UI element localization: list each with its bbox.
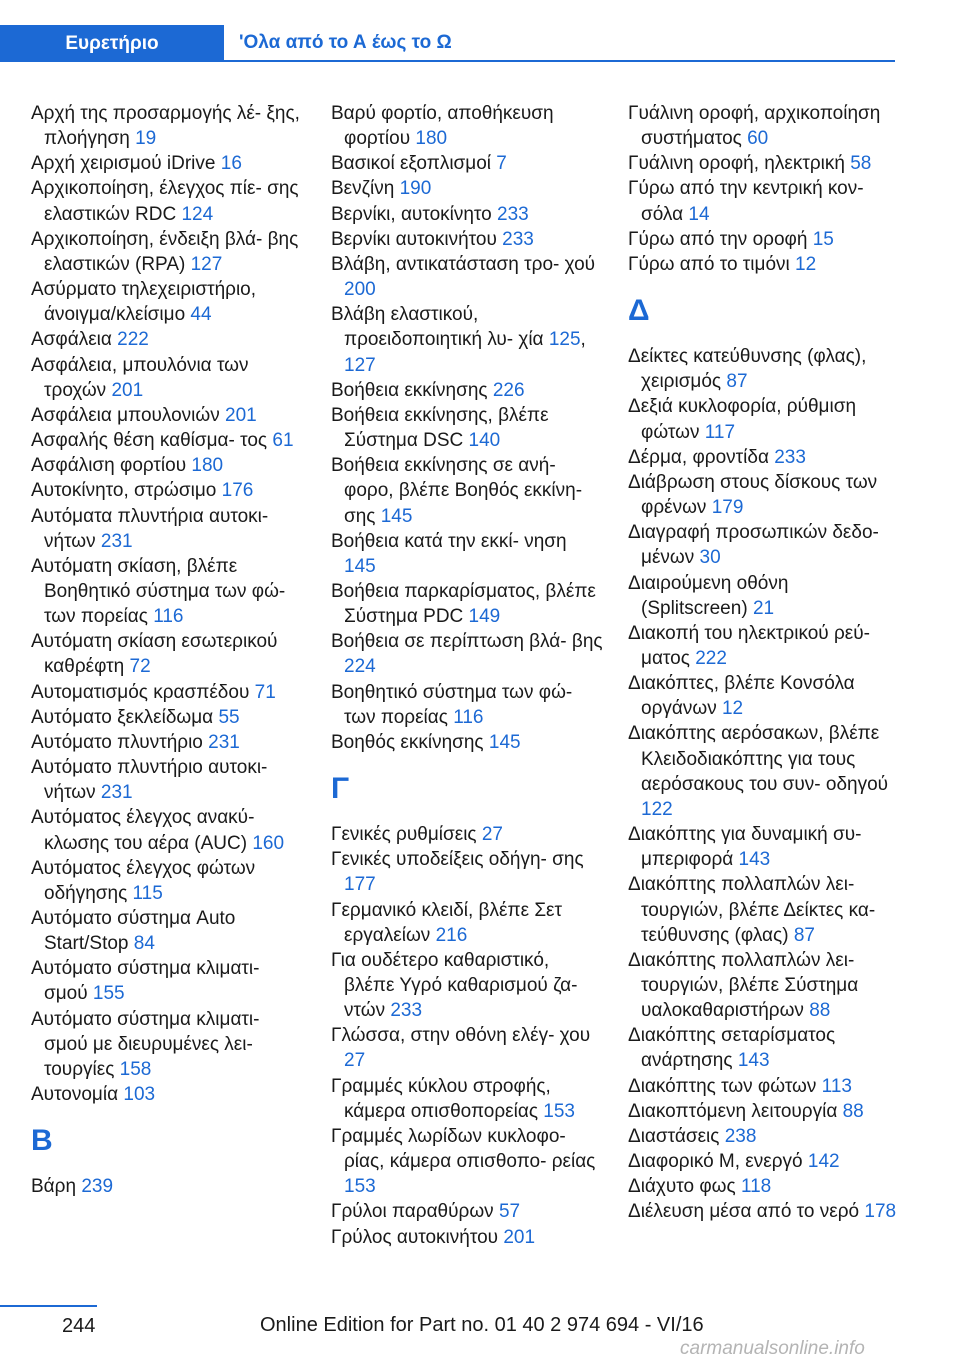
entry-term: Ασφάλεια μπουλονιών	[31, 404, 220, 426]
index-entry	[628, 1149, 900, 1174]
index-entry	[331, 1124, 603, 1199]
index-entry	[31, 403, 303, 428]
entry-term: Γύρω από την οροφή	[628, 228, 808, 250]
page-link[interactable]: 180	[191, 455, 224, 477]
page-link[interactable]: 7	[496, 153, 507, 175]
page-link[interactable]: 60	[747, 128, 769, 150]
entry-term: Αυτόματος έλεγχος ανακύ‐ κλωσης του αέρα (AUC)	[31, 807, 255, 854]
entry-term: Αρχή της προσαρμογής λέ‐ ξης, πλοήγηση	[31, 103, 300, 150]
index-entry	[628, 227, 900, 252]
entry-term: Διακόπτες, βλέπε Κονσόλα οργάνων	[628, 673, 855, 720]
page-link[interactable]: 145	[488, 731, 521, 753]
index-entry	[628, 571, 900, 621]
index-entry	[331, 176, 603, 201]
entry-term: Βασικοί εξοπλισμοί	[331, 153, 491, 175]
entry-term: Γενικές υποδείξεις οδήγη‐ σης	[331, 849, 584, 871]
entry-term: Διακοπτόμενη λειτουργία	[628, 1100, 838, 1122]
entry-term: Βοήθεια κατά την εκκί‐ νηση	[331, 530, 567, 552]
entry-term: Γρύλος αυτοκινήτου	[331, 1226, 499, 1248]
index-entry	[31, 1174, 303, 1199]
entry-term: Ασφαλής θέση καθίσμα‐ τος	[31, 430, 268, 452]
entry-term: Ασφάλεια	[31, 329, 112, 351]
entry-term: Βοηθητικό σύστημα των φώ‐ των πορείας	[331, 681, 573, 728]
page-link[interactable]: 103	[123, 1084, 156, 1106]
entry-term: Γύρω από την κεντρική κον‐ σόλα	[628, 178, 864, 225]
index-entry	[628, 252, 900, 277]
tab-index[interactable]: Ευρετήριο	[0, 25, 224, 62]
page-link[interactable]: 222	[695, 647, 727, 669]
page-link[interactable]: 30	[699, 547, 721, 569]
index-entry	[331, 1074, 603, 1124]
index-entry	[31, 856, 303, 906]
index-entry	[628, 948, 900, 1023]
index-entry	[628, 445, 900, 470]
entry-term: Αρχή χειρισμού iDrive	[31, 153, 216, 175]
index-entry	[31, 504, 303, 554]
page-link[interactable]: 190	[399, 178, 432, 200]
index-entry	[628, 520, 900, 570]
entry-term: Διαφορικό M, ενεργό	[628, 1151, 803, 1173]
page-link[interactable]: 127	[190, 253, 223, 275]
index-entry	[331, 252, 603, 302]
page-link[interactable]: 44	[190, 304, 212, 326]
entry-term: Βλάβη, αντικατάσταση τρο‐ χού	[331, 253, 596, 275]
entry-term: Διακόπτης για δυναμική συ‐ μπεριφορά	[628, 824, 862, 871]
index-entry	[628, 1023, 900, 1073]
index-entry	[31, 705, 303, 730]
section-letter: Δ	[628, 294, 650, 328]
entry-term: Αυτόματο σύστημα κλιματι‐ σμού	[31, 958, 260, 1005]
index-entry	[331, 378, 603, 403]
page-link[interactable]: 233	[497, 203, 529, 225]
entry-term: Βαρύ φορτίο, αποθήκευση φορτίου	[331, 103, 554, 150]
entry-term: Βοήθεια εκκίνησης, βλέπε Σύστημα DSC	[331, 404, 549, 452]
entry-term: Αυτόματα πλυντήρια αυτοκι‐ νήτων	[31, 505, 269, 552]
entry-term: Βενζίνη	[331, 178, 395, 200]
page-link[interactable]: 14	[688, 203, 710, 225]
index-entry	[31, 629, 303, 679]
entry-term: Διακόπτης των φώτων	[628, 1075, 817, 1097]
page-link[interactable]: 180	[415, 128, 448, 150]
index-entry	[31, 227, 303, 277]
page-link[interactable]: 176	[221, 480, 254, 502]
page-link[interactable]: 149	[468, 606, 501, 628]
page-number: 244	[62, 1315, 96, 1337]
entry-term: Αυτόματο σύστημα κλιματι‐ σμού με διευρυμένες λει‐ τουργίες	[31, 1008, 260, 1080]
page-link[interactable]: 153	[543, 1100, 575, 1122]
page-link[interactable]: 127	[344, 354, 376, 376]
page-link[interactable]: 231	[100, 530, 133, 552]
index-entry	[331, 1023, 603, 1073]
entry-term: Αυτόματο πλυντήριο αυτοκι‐ νήτων	[31, 757, 268, 804]
entry-term: Διακοπή του ηλεκτρικού ρεύ‐ ματος	[628, 622, 870, 669]
page-link[interactable]: 201	[225, 404, 257, 426]
page-link[interactable]: 57	[498, 1201, 521, 1223]
page-link[interactable]: 140	[468, 430, 501, 452]
entry-term: Για ουδέτερο καθαριστικό, βλέπε Υγρό καθαρισμού ζα‐ ντών	[331, 949, 578, 1022]
index-entry	[628, 344, 900, 394]
page-link[interactable]: 88	[809, 1000, 831, 1022]
index-entry	[331, 403, 603, 453]
entry-term: Διάχυτο φως	[628, 1176, 736, 1198]
index-entry	[31, 277, 303, 327]
entry-term: Αυτόματη σκίαση εσωτερικού καθρέφτη	[31, 631, 278, 678]
entry-term: Ασφάλιση φορτίου	[31, 455, 187, 477]
page-link[interactable]: 16	[220, 153, 242, 175]
index-entry	[628, 151, 900, 176]
page-link[interactable]: 27	[481, 824, 503, 846]
entry-term: Γρύλοι παραθύρων	[331, 1201, 494, 1223]
page-link[interactable]: 179	[711, 497, 744, 519]
entry-term: Δέρμα, φροντίδα	[628, 446, 769, 468]
page-link[interactable]: 61	[272, 430, 294, 452]
page-link[interactable]: 201	[503, 1226, 536, 1248]
entry-term: Διακόπτης πολλαπλών λει‐ τουργιών, βλέπε Σύστημα υαλοκαθαριστήρων	[628, 949, 859, 1022]
page-link[interactable]: 233	[502, 228, 534, 250]
index-entry	[628, 721, 900, 822]
index-entry	[31, 755, 303, 805]
page-link[interactable]: 233	[774, 446, 806, 468]
page-link[interactable]: 158	[119, 1058, 152, 1080]
index-entry	[331, 453, 603, 528]
page-link[interactable]: 143	[738, 849, 771, 871]
page-link[interactable]: 153	[344, 1176, 376, 1198]
index-entry	[628, 671, 900, 721]
page-link[interactable]: 201	[111, 379, 144, 401]
entry-term: Βερνίκι αυτοκινήτου	[331, 228, 497, 250]
index-entry	[331, 529, 603, 579]
index-entry	[628, 101, 900, 151]
index-entry	[331, 847, 603, 897]
tab-a-to-z[interactable]: 'Ολα από το Α έως το Ω	[239, 31, 452, 53]
entry-term: Διαστάσεις	[628, 1125, 720, 1147]
index-entry	[31, 956, 303, 1006]
index-entry	[31, 1082, 303, 1107]
index-column-1	[31, 101, 303, 1199]
page-link[interactable]: 118	[740, 1176, 772, 1198]
page-link[interactable]: 84	[133, 933, 155, 955]
page-link[interactable]: 27	[344, 1050, 366, 1072]
entry-term: Γυάλινη οροφή, ηλεκτρική	[628, 153, 845, 175]
entry-term: Αυτόματη σκίαση, βλέπε Βοηθητικό σύστημα των φώ‐ των πορείας	[31, 555, 286, 628]
watermark: carmanualsonline.info	[680, 1338, 865, 1359]
index-entry	[628, 1174, 900, 1199]
entry-term: Γυάλινη οροφή, αρχικοποίηση συστήματος	[628, 103, 881, 150]
page-link[interactable]: 116	[453, 706, 484, 728]
footer-divider	[0, 1305, 97, 1307]
index-entry	[331, 579, 603, 629]
index-entry	[31, 478, 303, 503]
index-entry	[628, 1199, 900, 1224]
index-entry	[628, 1074, 900, 1099]
page-link[interactable]: 55	[218, 706, 240, 728]
entry-term: Διαιρούμενη οθόνη (Splitscreen)	[628, 572, 789, 619]
page-link[interactable]: 58	[850, 153, 872, 175]
entry-term: Γενικές ρυθμίσεις	[331, 824, 477, 846]
page-link[interactable]: 88	[842, 1100, 864, 1122]
page-link[interactable]: 216	[435, 924, 468, 946]
page-link[interactable]: 124	[181, 203, 214, 225]
entry-term: Διακόπτης σεταρίσματος ανάρτησης	[628, 1025, 836, 1072]
entry-term: Βάρη	[31, 1176, 77, 1198]
index-entry	[628, 394, 900, 444]
page-link[interactable]: 226	[492, 379, 525, 401]
page-link[interactable]: 160	[252, 832, 285, 854]
page-link[interactable]: 238	[724, 1125, 757, 1147]
index-entry	[331, 227, 603, 252]
page-link[interactable]: 122	[641, 798, 673, 820]
index-entry	[31, 327, 303, 352]
edition-note: Online Edition for Part no. 01 40 2 974 694 - VI/16	[260, 1314, 704, 1336]
entry-term: Βοήθεια σε περίπτωση βλά‐ βης	[331, 631, 603, 653]
index-entry	[31, 353, 303, 403]
entry-term: Αυτόματος έλεγχος φώτων οδήγησης	[31, 857, 256, 904]
page-header	[0, 25, 895, 62]
entry-term: Βλάβη ελαστικού, προειδοποιητική λυ‐ χία	[331, 304, 544, 351]
index-column-2	[331, 101, 603, 1250]
page-link[interactable]: 177	[344, 874, 376, 896]
page-link[interactable]: 143	[737, 1050, 770, 1072]
index-entry	[31, 453, 303, 478]
entry-term: Αρχικοποίηση, ένδειξη βλά‐ βης ελαστικών (RPA)	[31, 228, 299, 275]
entry-term: Βερνίκι, αυτοκίνητο	[331, 203, 492, 225]
entry-term: Γύρω από το τιμόνι	[628, 253, 790, 275]
index-entry	[31, 151, 303, 176]
entry-term: Γερμανικό κλειδί, βλέπε Σετ εργαλείων	[331, 899, 563, 946]
index-entry	[31, 730, 303, 755]
index-entry	[628, 822, 900, 872]
entry-term: Αυτοματισμός κρασπέδου	[31, 681, 250, 703]
page-link[interactable]: 224	[344, 656, 376, 678]
index-entry	[331, 898, 603, 948]
page-link[interactable]: 145	[344, 555, 376, 577]
page-link[interactable]: 117	[704, 421, 736, 443]
page-link[interactable]: 15	[812, 228, 834, 250]
index-entry	[31, 805, 303, 855]
entry-term: Αυτοκίνητο, στρώσιμο	[31, 480, 217, 502]
index-entry	[31, 1007, 303, 1082]
page-link[interactable]: 115	[132, 882, 163, 904]
index-entry	[331, 680, 603, 730]
section-letter: Γ	[331, 772, 350, 806]
page-link[interactable]: 12	[721, 698, 744, 720]
page-link[interactable]: 113	[821, 1075, 852, 1097]
index-entry	[331, 202, 603, 227]
header-underline	[224, 60, 895, 62]
index-column-3	[628, 101, 900, 1225]
entry-term: Αρχικοποίηση, έλεγχος πίε‐ σης ελαστικών RDC	[31, 178, 299, 225]
index-entry: Βλάβη ελαστικού, προειδοποιητική λυ‐ χία 125, 127	[331, 304, 586, 376]
index-entry	[628, 1099, 900, 1124]
page-link[interactable]: 155	[92, 983, 125, 1005]
entry-term: Δείκτες κατεύθυνσης (φλας), χειρισμός	[628, 346, 867, 393]
index-entry	[331, 1225, 603, 1250]
page-link[interactable]: 231	[100, 782, 133, 804]
page-link[interactable]: 145	[380, 505, 413, 527]
index-entry	[628, 470, 900, 520]
page-link[interactable]: 21	[752, 597, 775, 619]
page-link[interactable]: 231	[208, 731, 240, 753]
entry-term: Βοήθεια εκκίνησης	[331, 379, 488, 401]
index-entry	[628, 872, 900, 947]
page-link[interactable]: 116	[153, 606, 184, 628]
entry-term: Διακόπτης αερόσακων, βλέπε Κλειδοδιακόπτης για τους αερόσακους του συν‐ οδηγού	[628, 723, 889, 795]
page-link[interactable]: 12	[795, 253, 817, 275]
entry-term: Γραμμές λωρίδων κυκλοφο‐ ρίας, κάμερα οπισθοπο‐ ρείας	[331, 1125, 596, 1173]
index-entry	[628, 1124, 900, 1149]
page-link[interactable]: 87	[793, 924, 815, 946]
entry-term: Αυτονομία	[31, 1084, 119, 1106]
index-entry	[331, 730, 603, 755]
index-entry	[331, 151, 603, 176]
entry-term: Βοήθεια εκκίνησης σε ανή‐ φορο, βλέπε Βοηθός εκκίνη‐ σης	[331, 455, 583, 527]
page-link[interactable]: 233	[390, 1000, 423, 1022]
index-entry	[331, 822, 603, 847]
index-entry	[31, 176, 303, 226]
index-entry	[31, 680, 303, 705]
entry-term: Αυτόματο σύστημα Auto Start/Stop	[31, 908, 236, 955]
entry-term: Βοηθός εκκίνησης	[331, 731, 484, 753]
index-entry	[31, 906, 303, 956]
page-link[interactable]: 125	[548, 329, 581, 351]
index-entry	[31, 554, 303, 629]
entry-term: Ασφάλεια, μπουλόνια των τροχών	[31, 354, 249, 401]
page-link[interactable]: 178	[864, 1201, 897, 1223]
entry-term: Γλώσσα, στην οθόνη ελέγ‐ χου	[331, 1025, 591, 1047]
entry-term: Διαγραφή προσωπικών δεδο‐ μένων	[628, 522, 879, 569]
index-entry	[331, 948, 603, 1023]
entry-term: Αυτόματο ξεκλείδωμα	[31, 706, 214, 728]
entry-term: Διακόπτης πολλαπλών λει‐ τουργιών, βλέπε Δείκτες κα‐ τεύθυνσης (φλας)	[628, 874, 876, 946]
index-entry	[31, 101, 303, 151]
index-entry	[628, 621, 900, 671]
section-letter: B	[31, 1124, 53, 1158]
page-link[interactable]: 222	[117, 329, 149, 351]
page-link[interactable]: 142	[807, 1151, 840, 1173]
page-link[interactable]: 71	[254, 681, 276, 703]
index-entry	[628, 176, 900, 226]
entry-term: Βοήθεια παρκαρίσματος, βλέπε Σύστημα PDC	[331, 580, 596, 628]
index-entry	[31, 428, 303, 453]
index-entry	[331, 1199, 603, 1224]
entry-term: Διάβρωση στους δίσκους των φρένων	[628, 471, 878, 519]
entry-term: Γραμμές κύκλου στροφής, κάμερα οπισθοπορείας	[331, 1075, 551, 1122]
entry-term: Δεξιά κυκλοφορία, ρύθμιση φώτων	[628, 396, 857, 443]
page-link[interactable]: 87	[726, 371, 748, 393]
entry-term: Αυτόματο πλυντήριο	[31, 731, 203, 753]
entry-term: Ασύρματο τηλεχειριστήριο, άνοιγμα/κλείσιμο	[31, 279, 257, 326]
index-entry	[331, 101, 603, 151]
page-link[interactable]: 239	[81, 1176, 114, 1198]
page-link[interactable]: 72	[129, 656, 151, 678]
page-link[interactable]: 19	[135, 128, 157, 150]
entry-term: Διέλευση μέσα από το νερό	[628, 1201, 860, 1223]
page-link[interactable]: 200	[344, 279, 376, 301]
index-entry	[331, 629, 603, 679]
